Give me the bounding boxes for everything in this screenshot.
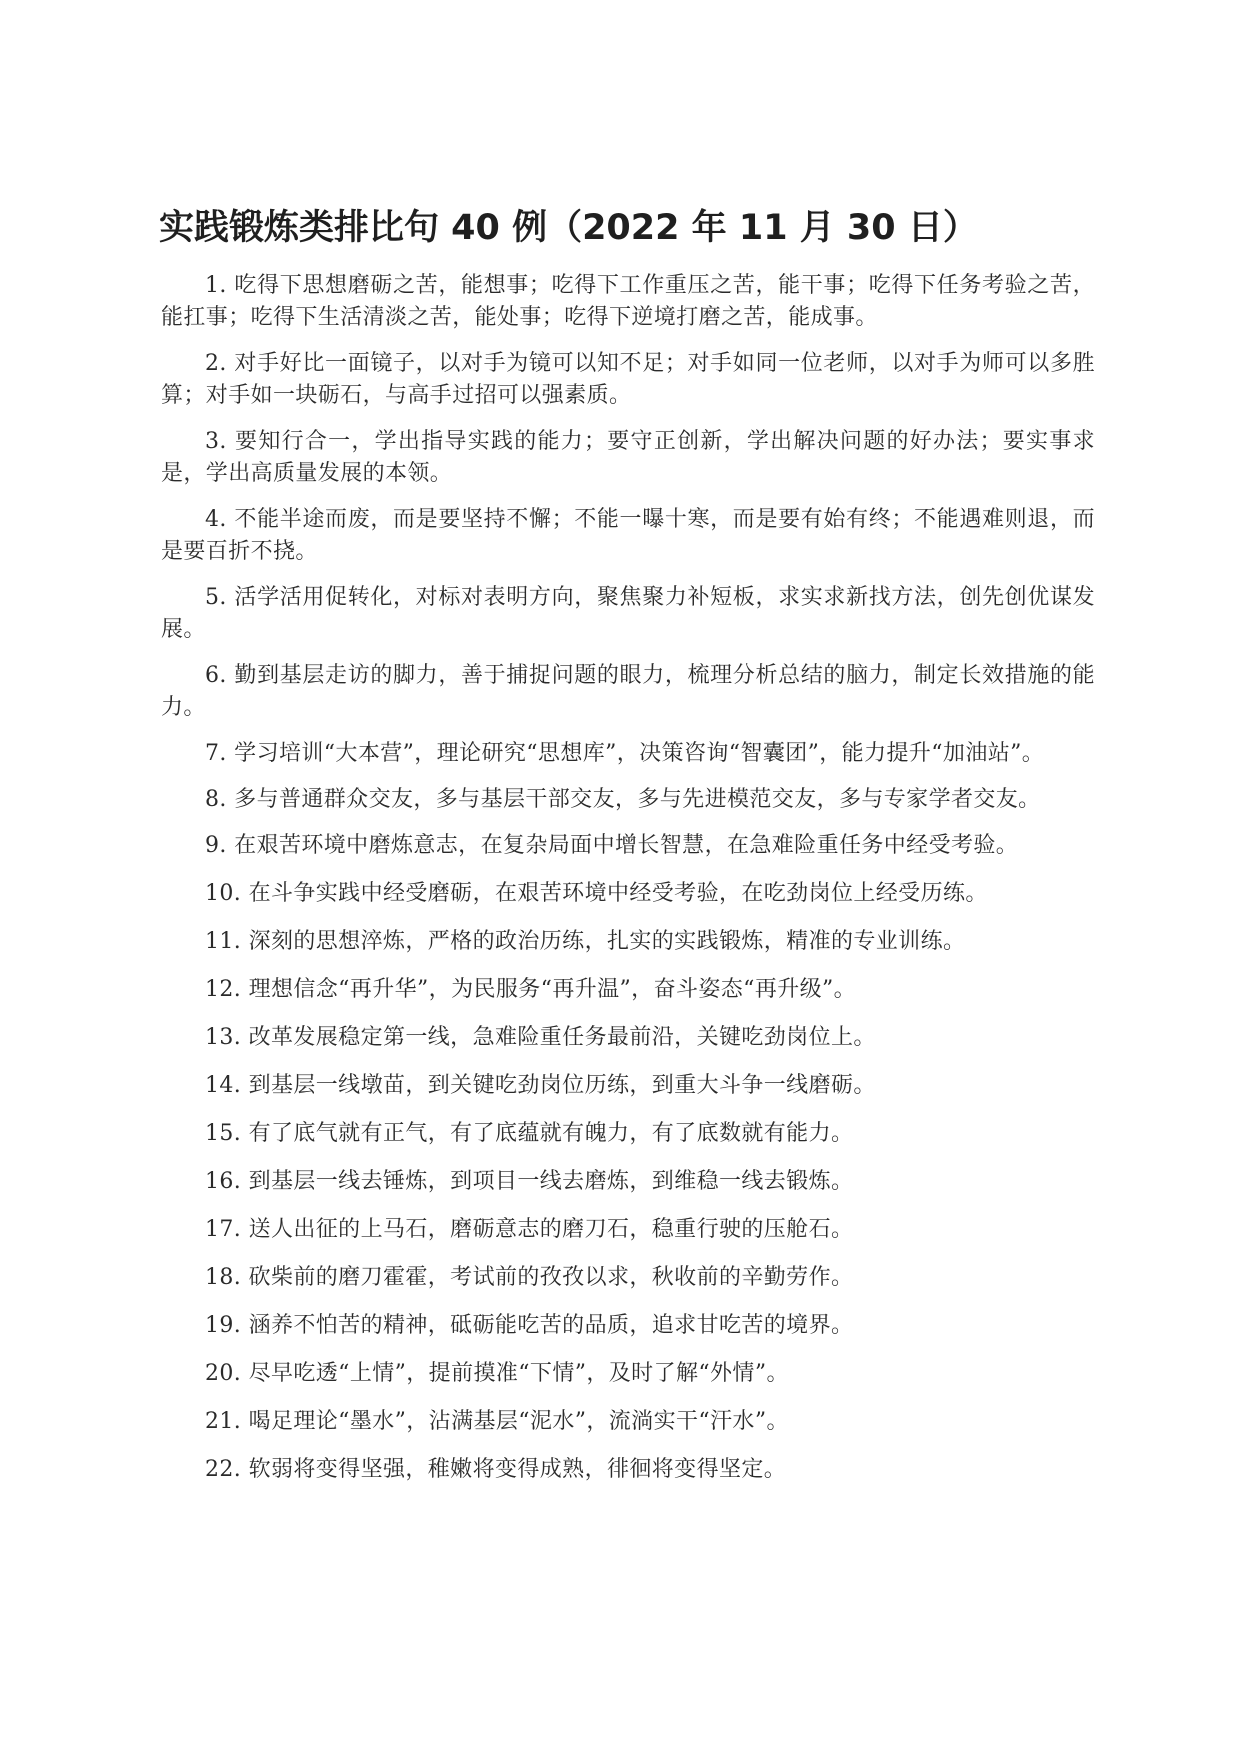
paragraph-1: 1. 吃得下思想磨砺之苦，能想事；吃得下工作重压之苦，能干事；吃得下任务考验之苦，能扛事；吃得下生活清淡之苦，能处事；吃得下逆境打磨之苦，能成事。: [161, 273, 1095, 330]
paragraph-16: 16. 到基层一线去锤炼，到项目一线去磨炼，到维稳一线去锻炼。: [205, 1169, 854, 1194]
paragraph-13: 13. 改革发展稳定第一线，急难险重任务最前沿，关键吃劲岗位上。: [205, 1025, 876, 1050]
paragraph-8: 8. 多与普通群众交友，多与基层干部交友，多与先进模范交友，多与专家学者交友。: [205, 787, 1041, 812]
paragraph-5: 5. 活学活用促转化，对标对表明方向，聚焦聚力补短板，求实求新找方法，创先创优谋发展。: [161, 585, 1095, 642]
paragraph-11: 11. 深刻的思想淬炼，严格的政治历练，扎实的实践锻炼，精准的专业训练。: [205, 929, 966, 954]
paragraph-15: 15. 有了底气就有正气，有了底蕴就有魄力，有了底数就有能力。: [205, 1121, 854, 1146]
paragraph-4: 4. 不能半途而废，而是要坚持不懈；不能一曝十寒，而是要有始有终；不能遇难则退，而是要百折不挠。: [161, 507, 1095, 564]
paragraph-10: 10. 在斗争实践中经受磨砺，在艰苦环境中经受考验，在吃劲岗位上经受历练。: [205, 881, 988, 906]
paragraph-20: 20. 尽早吃透“上情”，提前摸准“下情”，及时了解“外情”。: [205, 1361, 789, 1386]
paragraph-19: 19. 涵养不怕苦的精神，砥砺能吃苦的品质，追求甘吃苦的境界。: [205, 1313, 854, 1338]
paragraph-7: 7. 学习培训“大本营”，理论研究“思想库”，决策咨询“智囊团”，能力提升“加油站”。: [205, 741, 1045, 766]
document-body: [161, 270, 1095, 1502]
paragraph-2: 2. 对手好比一面镜子，以对手为镜可以知不足；对手如同一位老师，以对手为师可以多胜算；对手如一块砺石，与高手过招可以强素质。: [161, 351, 1095, 408]
paragraph-18: 18. 砍柴前的磨刀霍霍，考试前的孜孜以求，秋收前的辛勤劳作。: [205, 1265, 854, 1290]
paragraph-21: 21. 喝足理论“墨水”，沾满基层“泥水”，流淌实干“汗水”。: [205, 1409, 789, 1434]
paragraph-9: 9. 在艰苦环境中磨炼意志，在复杂局面中增长智慧，在急难险重任务中经受考验。: [205, 833, 1019, 858]
paragraph-14: 14. 到基层一线墩苗，到关键吃劲岗位历练，到重大斗争一线磨砺。: [205, 1073, 876, 1098]
paragraph-12: 12. 理想信念“再升华”，为民服务“再升温”，奋斗姿态“再升级”。: [205, 977, 857, 1002]
paragraph-6: 6. 勤到基层走访的脚力，善于捕捉问题的眼力，梳理分析总结的脑力，制定长效措施的能力。: [161, 663, 1095, 720]
paragraph-17: 17. 送人出征的上马石，磨砺意志的磨刀石，稳重行驶的压舱石。: [205, 1217, 854, 1242]
page-title: 实践锻炼类排比句 40 例（2022 年 11 月 30 日）: [159, 208, 978, 248]
paragraph-3: 3. 要知行合一，学出指导实践的能力；要守正创新，学出解决问题的好办法；要实事求是，学出高质量发展的本领。: [161, 429, 1095, 486]
paragraph-22: 22. 软弱将变得坚强，稚嫩将变得成熟，徘徊将变得坚定。: [205, 1457, 787, 1482]
